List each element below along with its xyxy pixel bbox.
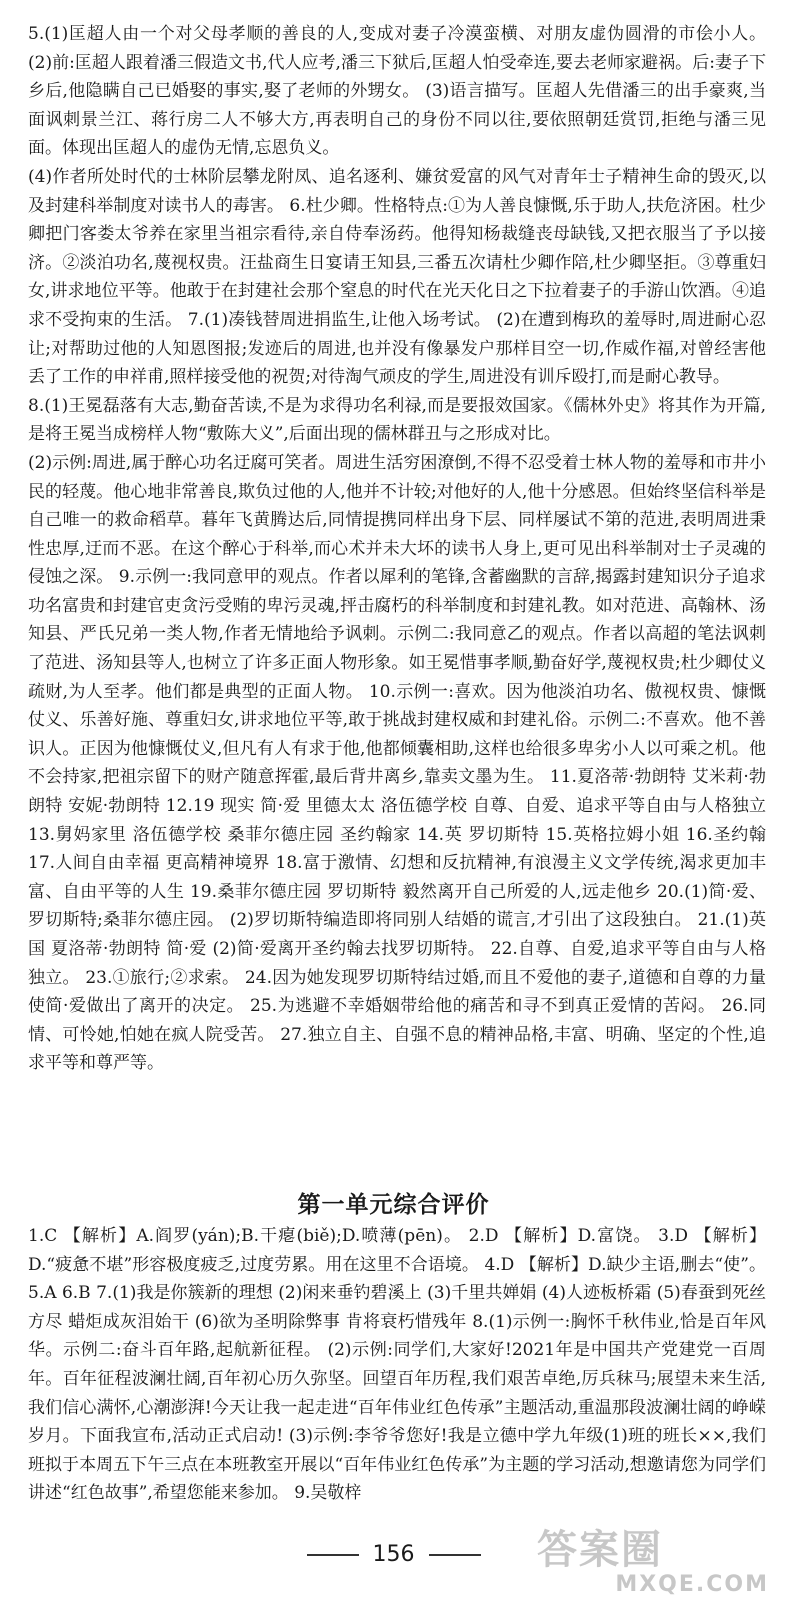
section-heading: 第一单元综合评价 [297, 1192, 490, 1218]
watermark-url: MXQE.COM [615, 1572, 769, 1597]
unit-answer-block [28, 1222, 766, 1508]
footer-rule-left [307, 1554, 359, 1556]
answer-paragraph: 1.C 【解析】A.阎罗(yán);B.干瘪(biě);D.喷薄(pēn)。 2.D 【解析】D.富饶。 3.D 【解析】D.“疲惫不堪”形容极度疲乏,过度劳累。用在这里不合语境。 4.D 【解析】D.缺少主语,删去“使”。 5.A 6.B 7.(1)我是你簇新的理想 (2)闲来垂钓碧溪上 (3)千里共婵娟 (4)人迹板桥霜 (5)春蚕到死丝方尽 蜡炬成灰泪始干 (6)欲为圣明除弊事 肯将衰朽惜残年 8.(1)示例一:胸怀千秋伟业,恰是百年风华。示例二:奋斗百年路,起航新征程。 (2)示例:同学们,大家好!2021年是中国共产党建党一百周年。百年征程波澜壮阔,百年初心历久弥坚。回望百年历程,我们艰苦卓绝,厉兵秣马;展望未来生活,我们信心满怀,心潮澎湃!今天让我一起走进“百年伟业红色传承”主题活动,重温那段波澜壮阔的峥嵘岁月。下面我宣布,活动正式启动! (3)示例:李爷爷您好!我是立德中学九年级(1)班的班长××,我们班拟于本周五下午三点在本班教室开展以“百年伟业红色传承”为主题的学习活动,想邀请您为同学们讲述“红色故事”,希望您能来参加。 9.吴敬梓 [28, 1226, 766, 1504]
answer-paragraph: 5.(1)匡超人由一个对父母孝顺的善良的人,变成对妻子冷漠蛮横、对朋友虚伪圆滑的市侩小人。 (2)前:匡超人跟着潘三假造文书,代人应考,潘三下狱后,匡超人怕受牵连,要去老师家避祸。后:妻子下乡后,他隐瞒自己已婚娶的事实,娶了老师的外甥女。 (3)语言描写。匡超人先借潘三的出手豪爽,当面讽刺景兰江、蒋行房二人不够大方,再表明自己的身份不同以往,要依照朝廷赏罚,拒绝与潘三见面。体现出匡超人的虚伪无情,忘恩负义。 [28, 24, 766, 159]
answer-text-block [28, 20, 766, 1078]
page-number: 156 [372, 1542, 415, 1567]
answer-paragraph: (2)示例:周进,属于醉心功名迂腐可笑者。周进生活穷困潦倒,不得不忍受着士林人物的羞辱和市井小民的轻蔑。他心地非常善良,欺负过他的人,他并不计较;对他好的人,他十分感恩。但始终坚信科举是自己唯一的救命稻草。暮年飞黄腾达后,同情提携同样出身下层、同样屡试不第的范进,表明周进秉性忠厚,迂而不恶。在这个醉心于科举,而心术并未大坏的读书人身上,更可见出科举制对士子灵魂的侵蚀之深。 9.示例一:我同意甲的观点。作者以犀利的笔锋,含蓄幽默的言辞,揭露封建知识分子追求功名富贵和封建官吏贪污受贿的卑污灵魂,抨击腐朽的科举制度和封建礼教。如对范进、高翰林、汤知县、严氏兄弟一类人物,作者无情地给予讽刺。示例二:我同意乙的观点。作者以高超的笔法讽刺了范进、汤知县等人,也树立了许多正面人物形象。如王冕惜事孝顺,勤奋好学,蔑视权贵;杜少卿仗义疏财,为人至孝。他们都是典型的正面人物。 10.示例一:喜欢。因为他淡泊功名、傲视权贵、慷慨仗义、乐善好施、尊重妇女,讲求地位平等,敢于挑战封建权威和封建礼俗。示例二:不喜欢。他不善识人。正因为他慷慨仗义,但凡有人有求于他,他都倾囊相助,这样也给很多卑劣小人以可乘之机。他不会持家,把祖宗留下的财产随意挥霍,最后背井离乡,靠卖文墨为生。 11.夏洛蒂·勃朗特 艾米莉·勃朗特 安妮·勃朗特 12.19 现实 简·爱 里德太太 洛伍德学校 自尊、自爱、追求平等自由与人格独立 13.舅妈家里 洛伍德学校 桑菲尔德庄园 圣约翰家 14.英 罗切斯特 15.英格拉姆小姐 16.圣约翰 17.人间自由幸福 更高精神境界 18.富于激情、幻想和反抗精神,有浪漫主义文学传统,渴求更加丰富、自由平等的人生 19.桑菲尔德庄园 罗切斯特 毅然离开自己所爱的人,远走他乡 20.(1)简·爱、罗切斯特;桑菲尔德庄园。 (2)罗切斯特编造即将同别人结婚的谎言,才引出了这段独白。 21.(1)英国 夏洛蒂·勃朗特 简·爱 (2)简·爱离开圣约翰去找罗切斯特。 22.自尊、自爱,追求平等自由与人格独立。 23.①旅行;②求索。 24.因为她发现罗切斯特结过婚,而且不爱他的妻子,道德和自尊的力量使简·爱做出了离开的决定。 25.为逃避不幸婚姻带给他的痛苦和寻不到真正爱情的苦闷。 26.同情、可怜她,怕她在疯人院受苦。 27.独立自主、自强不息的精神品格,丰富、明确、坚定的个性,追求平等和尊严等。 [28, 452, 766, 1074]
answer-paragraph: 8.(1)王冕磊落有大志,勤奋苦读,不是为求得功名利禄,而是要报效国家。《儒林外史》将其作为开篇,是将王冕当成榜样人物“敷陈大义”,后面出现的儒林群丑与之形成对比。 [28, 395, 766, 445]
answer-paragraph: (4)作者所处时代的士林阶层攀龙附凤、追名逐利、嫌贫爱富的风气对青年士子精神生命的毁灭,以及封建科举制度对读书人的毒害。 6.杜少卿。性格特点:①为人善良慷慨,乐于助人,扶危济困。杜少卿把门客娄太爷养在家里当祖宗看待,亲自侍奉汤药。他得知杨裁缝丧母缺钱,又把衣服当了予以接济。②淡泊功名,蔑视权贵。汪盐商生日宴请王知县,三番五次请杜少卿作陪,杜少卿坚拒。③尊重妇女,讲求地位平等。他敢于在封建社会那个窒息的时代在光天化日之下拉着妻子的手游山饮酒。④追求不受拘束的生活。 7.(1)凑钱替周进捐监生,让他入场考试。 (2)在遭到梅玖的羞辱时,周进耐心忍让;对帮助过他的人知恩图报;发迹后的周进,也并没有像暴发户那样目空一切,作威作福,对曾经害他丢了工作的申祥甫,照样接受他的祝贺;对待淘气顽皮的学生,周进没有训斥殴打,而是耐心教导。 [28, 166, 766, 388]
footer-rule-right [429, 1554, 481, 1556]
watermark-logo-text: 答案圈 [537, 1527, 663, 1573]
watermark-logo [537, 1527, 777, 1597]
